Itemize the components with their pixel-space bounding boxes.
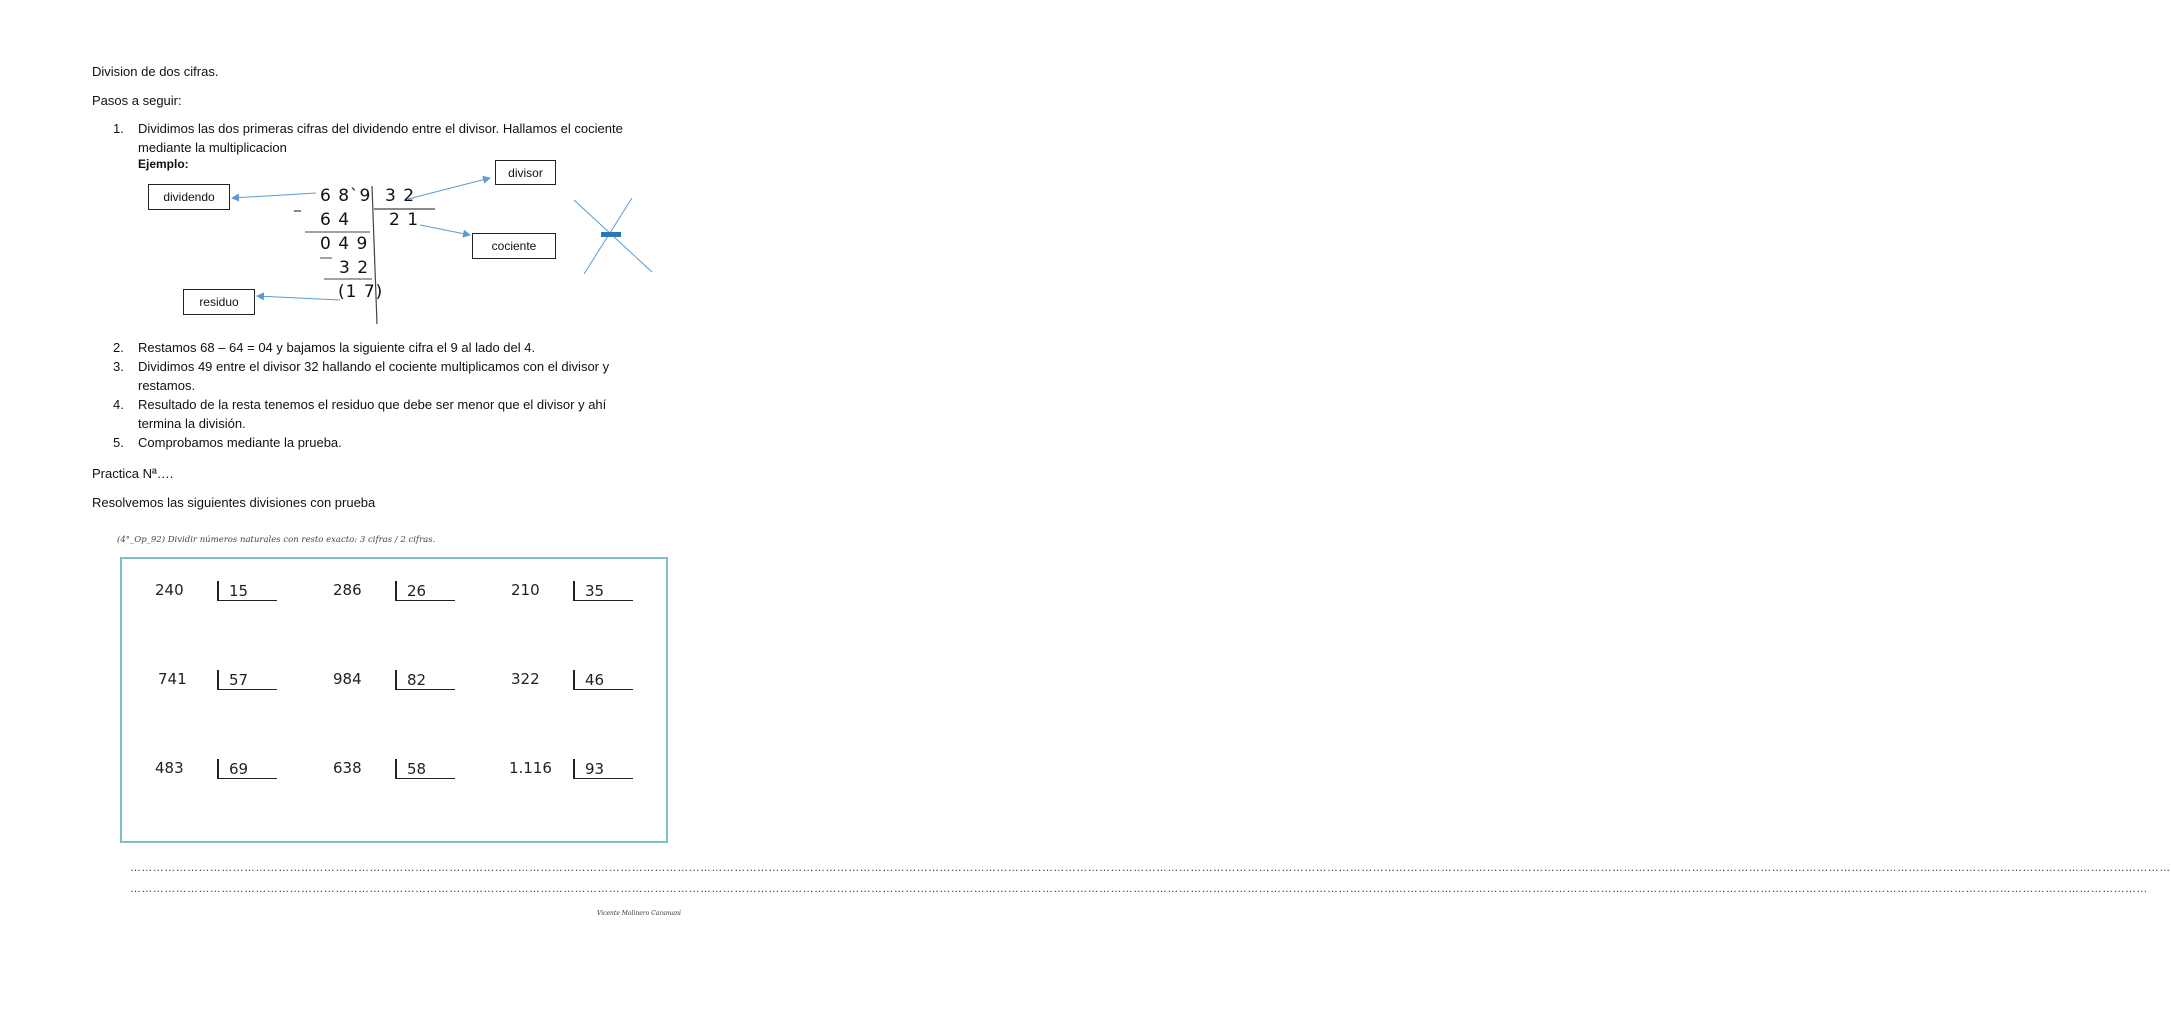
label-cociente: cociente bbox=[472, 233, 556, 259]
step-1-number: 1. bbox=[113, 121, 124, 136]
divisor-digits: 3 2 bbox=[385, 186, 416, 206]
steps-list bbox=[113, 338, 673, 452]
step-number: 3. bbox=[113, 359, 124, 374]
problem-dividend: 286 bbox=[333, 581, 362, 599]
step-line: Resultado de la resta tenemos el residuo que debe ser menor que el divisor y ahí bbox=[138, 397, 607, 412]
division-problem bbox=[333, 666, 483, 696]
remainder-digits: (1 7) bbox=[338, 282, 384, 302]
division-problem bbox=[155, 755, 305, 785]
problem-divisor: 57 bbox=[217, 670, 277, 690]
problem-divisor: 82 bbox=[395, 670, 455, 690]
author-signature: Vicente Molinero Caramaní bbox=[597, 910, 681, 917]
problem-divisor: 35 bbox=[573, 581, 633, 601]
practice-title: Practica Nª…. bbox=[92, 466, 174, 481]
label-residuo: residuo bbox=[183, 289, 255, 315]
problem-dividend: 240 bbox=[155, 581, 184, 599]
dividend-digits: 6 8`9 bbox=[320, 186, 372, 206]
label-dividendo: dividendo bbox=[148, 184, 230, 210]
problem-dividend: 984 bbox=[333, 670, 362, 688]
step-line: Comprobamos mediante la prueba. bbox=[138, 435, 342, 450]
answer-dotted-line: ……………………………………………………………………………………………………………………………………………………………………………………………………………………………………………………………………………………………………………………………………………………………………………………………………………………………………………………………………………………… bbox=[130, 883, 2148, 895]
division-problem bbox=[511, 666, 661, 696]
answer-dotted-line: …………………………………………………………………………………………………………………………………………………………………………………………………………………………………………………………………………………………………………………………………………………………………………………………………………………………………………………………………………………………… bbox=[130, 862, 2171, 874]
division-problem bbox=[511, 577, 661, 607]
quotient-digits: 2 1 bbox=[389, 210, 420, 230]
step-1-line-2: mediante la multiplicacion bbox=[138, 140, 287, 155]
step-item bbox=[113, 357, 673, 395]
problem-divisor: 26 bbox=[395, 581, 455, 601]
label-divisor: divisor bbox=[495, 160, 556, 185]
arrow-residuo bbox=[257, 296, 340, 300]
step-item bbox=[113, 338, 673, 357]
problem-dividend: 1.116 bbox=[509, 759, 552, 777]
second-product-digits: 3 2 bbox=[339, 258, 370, 278]
arrow-divisor bbox=[408, 178, 490, 199]
step-line: termina la división. bbox=[138, 416, 246, 431]
arrow-cociente bbox=[420, 225, 470, 235]
problem-dividend: 741 bbox=[158, 670, 187, 688]
steps-heading: Pasos a seguir: bbox=[92, 93, 182, 108]
step-number: 5. bbox=[113, 435, 124, 450]
step-number: 2. bbox=[113, 340, 124, 355]
x-bar bbox=[601, 232, 621, 237]
problem-divisor: 93 bbox=[573, 759, 633, 779]
page-title: Division de dos cifras. bbox=[92, 64, 219, 79]
problem-dividend: 638 bbox=[333, 759, 362, 777]
step-1-line-1: Dividimos las dos primeras cifras del dividendo entre el divisor. Hallamos el cociente bbox=[138, 121, 623, 136]
division-problem bbox=[155, 577, 305, 607]
division-problem bbox=[158, 666, 308, 696]
practice-box bbox=[120, 557, 668, 843]
example-label: Ejemplo: bbox=[138, 157, 189, 171]
division-problem bbox=[333, 755, 483, 785]
step-number: 4. bbox=[113, 397, 124, 412]
step-item bbox=[113, 395, 673, 433]
arrow-dividendo bbox=[232, 193, 316, 198]
division-problem bbox=[509, 755, 659, 785]
step-item bbox=[113, 433, 673, 452]
partial-dividend-digits: 0 4 9 bbox=[320, 234, 369, 254]
division-vertical-line bbox=[372, 186, 377, 324]
problem-divisor: 58 bbox=[395, 759, 455, 779]
step-line: Restamos 68 – 64 = 04 y bajamos la siguiente cifra el 9 al lado del 4. bbox=[138, 340, 536, 355]
problem-divisor: 15 bbox=[217, 581, 277, 601]
step-line: restamos. bbox=[138, 378, 196, 393]
practice-instruction: Resolvemos las siguientes divisiones con prueba bbox=[92, 495, 376, 510]
problem-dividend: 322 bbox=[511, 670, 540, 688]
problem-dividend: 210 bbox=[511, 581, 540, 599]
practice-caption: (4°_Op_92) Dividir números naturales con resto exacto: 3 cifras / 2 cifras. bbox=[117, 535, 436, 545]
problem-divisor: 46 bbox=[573, 670, 633, 690]
minus-sign: _ bbox=[294, 196, 302, 212]
problem-divisor: 69 bbox=[217, 759, 277, 779]
step-line: Dividimos 49 entre el divisor 32 hallando el cociente multiplicamos con el divisor y bbox=[138, 359, 610, 374]
product-digits: 6 4 bbox=[320, 210, 351, 230]
division-problem bbox=[333, 577, 483, 607]
problem-dividend: 483 bbox=[155, 759, 184, 777]
diagram-lines bbox=[0, 0, 768, 340]
